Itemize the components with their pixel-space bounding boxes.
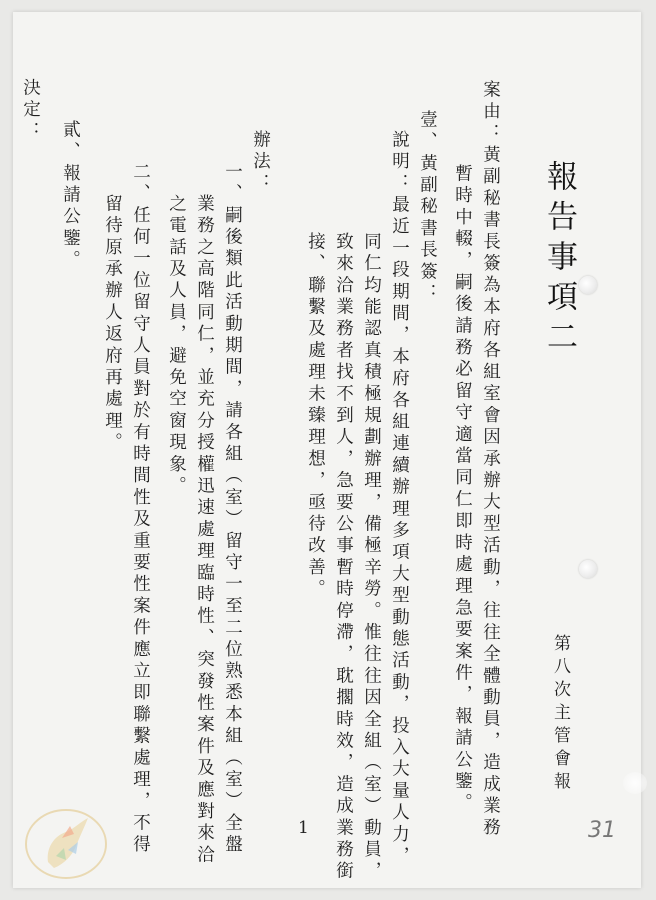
- binder-hole-top: [579, 276, 597, 294]
- document-page: [13, 12, 641, 888]
- method-one-line-1: 一、嗣後類此活動期間，請各組（室）留守一至二位熟悉本組（室）全盤: [222, 162, 243, 857]
- item-one-heading: 壹、黃副秘書長簽：: [417, 110, 438, 306]
- handwritten-page-number: 31: [588, 818, 616, 843]
- explanation-line-2: 同仁均能認真積極規劃辦理，備極辛勞。惟往往因全組（室）動員，: [361, 232, 382, 883]
- method-heading: 辦法：: [250, 130, 271, 196]
- page-number: 1: [298, 818, 309, 838]
- case-reason-line-2: 暫時中輟，嗣後請務必留守適當同仁即時處理急要案件，報請公鑒。: [452, 164, 473, 815]
- decision-label: 決定：: [20, 78, 41, 144]
- method-one-line-2: 業務之高階同仁，並充分授權迅速處理臨時性、突發性案件及應對來洽: [194, 194, 215, 867]
- item-two-heading: 貳、報請公鑒。: [60, 120, 81, 272]
- meeting-name: 第八次主管會報: [550, 634, 570, 795]
- binder-hole-bottom: [579, 560, 597, 578]
- document-title: 報告事項二: [541, 160, 577, 360]
- explanation-line-4: 接、聯繫及處理未臻理想，亟待改善。: [305, 232, 326, 601]
- archive-logo-watermark: [18, 798, 118, 884]
- method-one-line-3: 之電話及人員，避免空窗現象。: [166, 194, 187, 498]
- paper-stain: [623, 772, 647, 794]
- case-reason-line-1: 案由：黃副秘書長簽為本府各組室會因承辦大型活動，往往全體動員，造成業務: [480, 80, 501, 840]
- explanation-line-3: 致來洽業務者找不到人，急要公事暫時停滯，耽擱時效，造成業務銜: [333, 232, 354, 883]
- method-two-line-2: 留待原承辦人返府再處理。: [102, 194, 123, 455]
- method-two-line-1: 二、任何一位留守人員對於有時間性及重要性案件應立即聯繫處理，不得: [130, 162, 151, 857]
- explanation-line-1: 說明：最近一段期間，本府各組連續辦理多項大型動態活動，投入大量人力，: [389, 130, 410, 868]
